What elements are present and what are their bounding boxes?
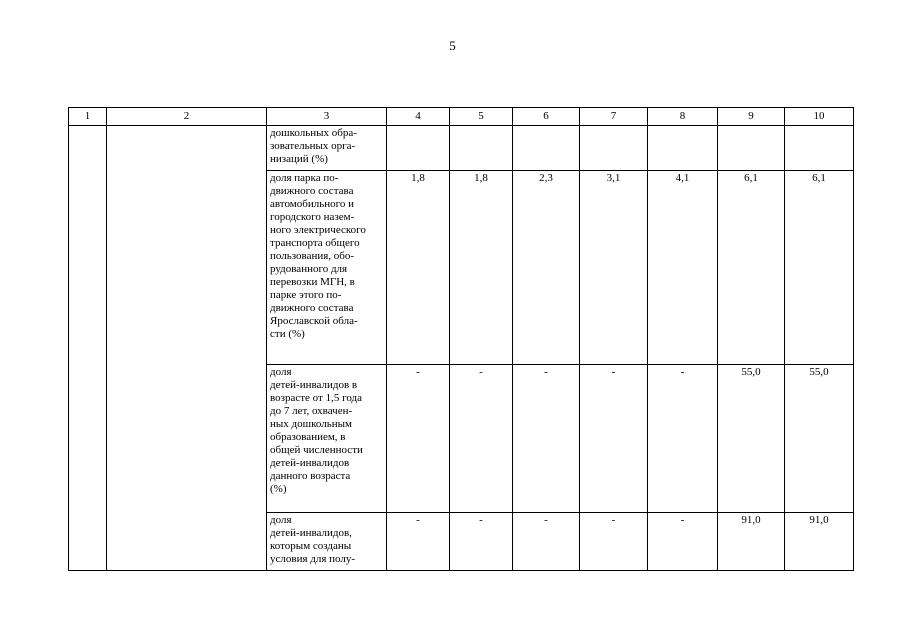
value-cell <box>450 126 513 171</box>
column-header: 6 <box>513 108 580 126</box>
value-cell <box>387 126 450 171</box>
value-cell: 2,3 <box>513 171 580 365</box>
value-cell <box>718 126 785 171</box>
column-2-cell <box>107 126 267 571</box>
value-cell: 6,1 <box>785 171 854 365</box>
value-cell: - <box>513 365 580 513</box>
value-cell: - <box>387 365 450 513</box>
value-cell: 91,0 <box>785 513 854 571</box>
value-cell: 3,1 <box>580 171 648 365</box>
value-cell: - <box>387 513 450 571</box>
value-cell: - <box>450 365 513 513</box>
value-cell: 91,0 <box>718 513 785 571</box>
value-cell: 55,0 <box>718 365 785 513</box>
value-cell: - <box>648 365 718 513</box>
value-cell: - <box>580 513 648 571</box>
value-cell: - <box>513 513 580 571</box>
column-header: 8 <box>648 108 718 126</box>
value-cell <box>580 126 648 171</box>
value-cell: - <box>648 513 718 571</box>
value-cell: - <box>580 365 648 513</box>
column-header: 1 <box>69 108 107 126</box>
indicator-label: дошкольных обра- зовательных орга- низаций (%) <box>267 126 387 171</box>
value-cell: 4,1 <box>648 171 718 365</box>
indicator-label: доля детей-инвалидов, которым созданы условия для полу- <box>267 513 387 571</box>
value-cell: 6,1 <box>718 171 785 365</box>
value-cell <box>785 126 854 171</box>
value-cell: 1,8 <box>450 171 513 365</box>
column-1-cell <box>69 126 107 571</box>
column-header: 5 <box>450 108 513 126</box>
value-cell: 1,8 <box>387 171 450 365</box>
column-header: 7 <box>580 108 648 126</box>
page-number: 5 <box>449 38 456 53</box>
indicator-label: доля детей-инвалидов в возрасте от 1,5 года до 7 лет, охвачен- ных дошкольным образованием, в общей численности детей-инвалидов данного возраста (%) <box>267 365 387 513</box>
column-header: 10 <box>785 108 854 126</box>
column-header: 9 <box>718 108 785 126</box>
column-header: 4 <box>387 108 450 126</box>
value-cell: 55,0 <box>785 365 854 513</box>
value-cell: - <box>450 513 513 571</box>
table-row <box>69 126 854 171</box>
column-header: 3 <box>267 108 387 126</box>
value-cell <box>513 126 580 171</box>
table-header-row <box>69 108 854 126</box>
column-header: 2 <box>107 108 267 126</box>
value-cell <box>648 126 718 171</box>
indicator-table <box>68 107 854 571</box>
indicator-label: доля парка по- движного состава автомобильного и городского назем- ного электрического транспорта общего пользования, обо- рудованного для перевозки МГН, в парке этого по- движного состава Ярославской обла- сти (%) <box>267 171 387 365</box>
